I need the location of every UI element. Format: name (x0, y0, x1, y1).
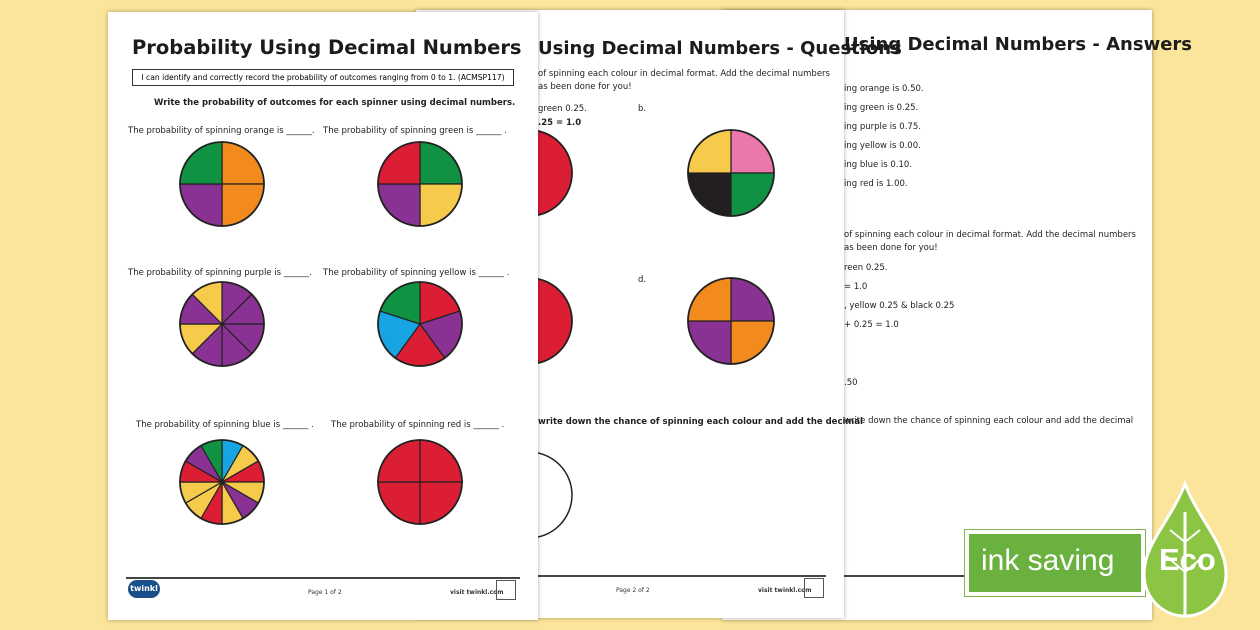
write-instruction: write down the chance of spinning each colour and add the decimal (538, 417, 863, 427)
answer-line: ing yellow is 0.00. (844, 141, 921, 151)
twinkl-logo: twinkl (128, 580, 160, 598)
answer-line: + 0.25 = 1.0 (844, 320, 899, 330)
intro-text: of spinning each colour in decimal format. Add the decimal numbers (538, 69, 830, 79)
page-number: Page 2 of 2 (616, 587, 650, 594)
answer-line: ing orange is 0.50. (844, 84, 924, 94)
intro-text: as been done for you! (538, 82, 632, 92)
visit-link: visit twinkl.com (450, 589, 504, 596)
page-title: Probability Using Decimal Numbers (132, 36, 522, 59)
answers-title: Using Decimal Numbers - Answers (844, 34, 1193, 55)
question-red: The probability of spinning red is ______ . (331, 420, 505, 430)
spinner-red (108, 12, 538, 620)
answer-line: of spinning each colour in decimal format. Add the decimal numbers (844, 230, 1136, 240)
answer-line: write down the chance of spinning each colour and add the decimal (844, 416, 1134, 426)
questions-title: Using Decimal Numbers - Questions (538, 38, 902, 59)
ink-saving-label: ink saving (981, 544, 1115, 577)
front-sheet (108, 12, 538, 620)
answer-line: = 1.0 (844, 282, 868, 292)
example-sum: .25 = 1.0 (538, 118, 582, 128)
answer-line: ing blue is 0.10. (844, 160, 913, 170)
page-number: Page 1 of 2 (308, 589, 342, 596)
answer-line: ing purple is 0.75. (844, 122, 921, 132)
question-blue: The probability of spinning blue is ______ . (136, 420, 314, 430)
question-green: The probability of spinning green is ______ . (323, 126, 507, 136)
answer-line: .50 (844, 378, 858, 388)
visit-link: visit twinkl.com (758, 587, 812, 594)
question-purple: The probability of spinning purple is ______. (128, 268, 312, 278)
question-yellow: The probability of spinning yellow is ______ . (323, 268, 510, 278)
example-text: green 0.25. (538, 104, 587, 114)
quality-badge-icon (496, 580, 516, 600)
quality-badge-icon (804, 578, 824, 598)
question-label-b: b. (638, 104, 647, 114)
answer-line: ing red is 1.00. (844, 179, 908, 189)
eco-word: Eco (1159, 542, 1216, 577)
answer-line: ing green is 0.25. (844, 103, 919, 113)
footer-divider (126, 577, 520, 579)
answer-line: as been done for you! (844, 243, 938, 253)
answer-line: reen 0.25. (844, 263, 888, 273)
learning-objective: I can identify and correctly record the probability of outcomes ranging from 0 to 1. (ACMSP117) (132, 69, 514, 86)
answer-line: , yellow 0.25 & black 0.25 (844, 301, 955, 311)
instruction-text: Write the probability of outcomes for each spinner using decimal numbers. (154, 98, 516, 108)
question-orange: The probability of spinning orange is ______. (128, 126, 315, 136)
question-label-d: d. (638, 275, 647, 285)
